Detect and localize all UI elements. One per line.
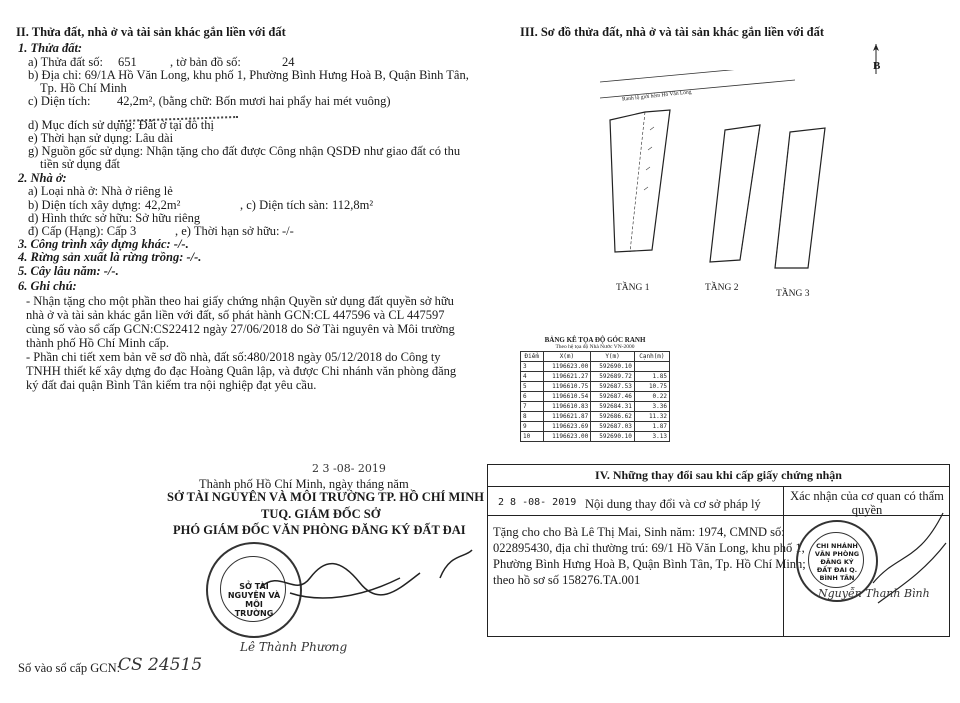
note-line: cùng số vào sổ cấp GCN:CS22412 ngày 27/06/2018 do Sở Tài nguyên và Môi trường [26,322,455,336]
house-grade: đ) Cấp (Hạng): Cấp 3 [28,224,137,238]
coord-cell: 592687.46 [591,392,635,402]
coord-cell [634,362,669,372]
issuer-signature [250,548,480,608]
coord-cell: 592686.62 [591,412,635,422]
notes-heading: 6. Ghi chú: [18,279,77,293]
confirmation-header: Xác nhận của cơ quan có thẩm quyền [790,489,944,517]
coord-header-row [521,352,670,362]
register-label: Số vào sổ cấp GCN: [18,661,121,675]
issuing-department: SỞ TÀI NGUYÊN VÀ MÔI TRƯỜNG TP. HỒ CHÍ MINH [167,490,484,504]
signer-name: Lê Thành Phương [240,640,348,654]
note-line: TNHH thiết kế xây dựng đo đạc Hoàng Quân lập, và được Chi nhánh văn phòng đăng [26,364,457,378]
floor-area-label: , c) Diện tích sàn: [240,198,329,212]
floor-area: 112,8m² [332,198,374,212]
land-origin-line-1: g) Nguồn gốc sử dụng: Nhận tặng cho đất được Công nhận QSDĐ như giao đất có thu [28,144,461,158]
coord-cell: 1196610.75 [543,382,591,392]
coord-row [521,402,670,412]
coord-cell: 10.75 [634,382,669,392]
change-line: theo hồ sơ số 158276.TA.001 [493,573,641,587]
coord-row [521,432,670,442]
section-iii-title: III. Sơ đồ thửa đất, nhà ở và tài sản khác gắn liền với đất [520,25,825,39]
change-line: Tặng cho cho Bà Lê Thị Mai, Sinh năm: 1974, CMND số: [493,525,785,539]
changes-section [487,464,950,637]
coord-cell: 1.87 [634,422,669,432]
area-value: 42,2m², (bằng chữ: Bốn mươi hai phẩy hai mét vuông) [117,94,391,108]
change-content-header: Nội dung thay đổi và cơ sở pháp lý [585,497,761,511]
map-sheet-number: 24 [282,55,295,69]
coord-cell: 9 [521,422,544,432]
coord-cell: 592690.10 [591,362,635,372]
perennial-trees: 5. Cây lâu năm: -/-. [18,264,119,278]
authorization-line: TUQ. GIÁM ĐỐC SỞ [261,507,381,521]
coord-cell: 6 [521,392,544,402]
address-line-1: b) Địa chỉ: 69/1A Hồ Văn Long, khu phố 1, Phường Bình Hưng Hoà B, Quận Bình Tân, [28,68,469,82]
land-origin-line-2: tiền sử dụng đất [40,157,121,171]
coord-cell: 592689.72 [591,372,635,382]
construction-area-label: b) Diện tích xây dựng: [28,198,142,212]
parcel-number: 651 [118,55,137,69]
coord-table-title: BẢNG KÊ TỌA ĐỘ GÓC RANH [544,336,646,344]
coord-cell: 10 [521,432,544,442]
ownership-term: -/- [282,224,294,238]
coord-row [521,382,670,392]
address-line-2: Tp. Hồ Chí Minh [40,81,127,95]
note-line: thành phố Hồ Chí Minh cấp. [26,336,170,350]
coord-cell: 592687.53 [591,382,635,392]
coord-cell: 3 [521,362,544,372]
coord-cell: 1196623.00 [543,432,591,442]
note-line: - Phần chi tiết xem bản vẽ sơ đồ nhà, đất số:480/2018 ngày 05/12/2018 do Công ty [26,350,441,364]
ownership-term-label: , e) Thời hạn sở hữu: [175,224,280,238]
construction-area: 42,2m² [145,198,181,212]
change-date: 2 8 -08- 2019 [498,497,577,508]
land-use-purpose: d) Mục đích sử dụng: Đất ở tại đô thị [28,118,214,132]
ownership-form: d) Hình thức sở hữu: Sở hữu riêng [28,211,201,225]
note-line: ký đất đai quận Bình Tân kiểm tra nội nghiệp đạt yêu cầu. [26,378,317,392]
coord-cell: 3.13 [634,432,669,442]
coord-row [521,412,670,422]
seal-text: SỞ TÀI NGUYÊN VÀ MÔI TRƯỜNG [227,582,281,618]
issue-date-stamp: 2 3 -08- 2019 [312,462,386,475]
area-label: c) Diện tích: [28,94,91,108]
change-line: 022895430, địa chỉ thường trú: 69/1 Hồ Văn Long, khu phố 1, [493,541,805,555]
coord-table-subtitle: Theo hệ tọa độ Nhà Nước VN-2000 [555,344,635,350]
change-line: Phường Bình Hưng Hoà B, Quận Bình Tân, Tp. Hồ Chí Minh; [493,557,806,571]
coord-cell: 1.85 [634,372,669,382]
coord-header: X(m) [543,352,591,362]
coord-row [521,422,670,432]
north-label: B [873,60,881,72]
coord-cell: 1196621.27 [543,372,591,382]
map-sheet-label: , tờ bản đồ số: [170,55,241,69]
coord-table [520,351,670,442]
coord-cell: 0.22 [634,392,669,402]
coord-cell: 1196623.00 [543,362,591,372]
coord-row [521,372,670,382]
coord-row [521,362,670,372]
coord-cell: 592684.31 [591,402,635,412]
note-line: - Nhận tặng cho một phần theo hai giấy chứng nhận Quyền sử dụng đất quyền sở hữu [26,294,454,308]
floor-3-label: TẦNG 3 [776,289,810,299]
note-line: nhà ở và tài sản khác gắn liền với đất, số phát hành GCN:CL 447596 và CL 447597 [26,308,445,322]
coord-header: Y(m) [591,352,635,362]
issue-date-line: Thành phố Hồ Chí Minh, ngày tháng năm [199,477,409,491]
parcel-number-label: a) Thửa đất số: [28,55,103,69]
coord-cell: 8 [521,412,544,422]
coord-cell: 3.36 [634,402,669,412]
changes-title: IV. Những thay đổi sau khi cấp giấy chứng nhận [488,465,949,487]
coord-header: Cạnh(m) [634,352,669,362]
branch-seal-text: CHI NHÁNH VĂN PHÒNG ĐĂNG KÝ ĐẤT ĐAI Q. BÌNH TÂN [814,542,860,582]
boundary-coordinates [520,336,670,442]
coord-cell: 1196610.83 [543,402,591,412]
land-use-term: e) Thời hạn sử dụng: Lâu dài [28,131,174,145]
coord-cell: 592687.03 [591,422,635,432]
other-construction: 3. Công trình xây dựng khác: -/-. [18,237,189,251]
house-heading: 2. Nhà ở: [18,171,67,185]
coord-cell: 1196610.54 [543,392,591,402]
coord-header: Điểm [521,352,544,362]
coord-row [521,392,670,402]
production-forest: 4. Rừng sản xuất là rừng trồng: -/-. [18,250,202,264]
coord-cell: 4 [521,372,544,382]
floor-1-label: TẦNG 1 [616,283,650,293]
coord-cell: 5 [521,382,544,392]
register-number: CS 24515 [118,655,203,675]
coord-cell: 1196621.87 [543,412,591,422]
floor-2-label: TẦNG 2 [705,283,739,293]
land-heading: 1. Thửa đất: [18,41,83,55]
coord-cell: 1196623.69 [543,422,591,432]
coord-cell: 11.32 [634,412,669,422]
signer-position: PHÓ GIÁM ĐỐC VĂN PHÒNG ĐĂNG KÝ ĐẤT ĐAI [173,523,466,537]
section-ii-title: II. Thửa đất, nhà ở và tài sản khác gắn liền với đất [16,25,286,39]
confirmation-signer: Nguyễn Thanh Bình [818,587,930,600]
coord-cell: 592690.10 [591,432,635,442]
coord-cell: 7 [521,402,544,412]
road-label: Ranh lộ giới hẻm Hồ Văn Long [621,89,692,103]
house-type: a) Loại nhà ở: Nhà ở riêng lẻ [28,184,173,198]
